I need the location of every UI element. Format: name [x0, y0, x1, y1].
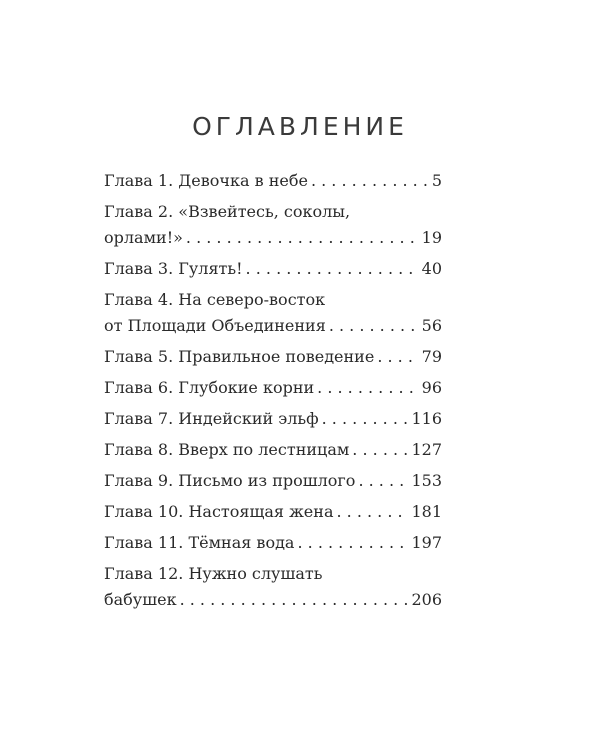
chapter-title: Глава 4. На северо-восток: [104, 290, 326, 309]
toc-entry-line: [104, 344, 442, 370]
dot-leader: [336, 499, 408, 525]
toc-entry: [104, 468, 442, 494]
chapter-title: орлами!»: [104, 228, 183, 247]
page-number: 96: [421, 378, 442, 397]
chapter-title: Глава 6. Глубокие корни: [104, 378, 315, 397]
toc-entry: [104, 499, 442, 525]
dot-leader: [246, 256, 419, 282]
chapter-title: Глава 8. Вверх по лестницам: [104, 440, 350, 459]
dot-leader: [352, 437, 408, 463]
toc-entry: [104, 530, 442, 556]
toc-entry-line: [104, 530, 442, 556]
chapter-title: Глава 7. Индейский эльф: [104, 409, 319, 428]
dot-leader: [377, 344, 418, 370]
toc-entry-line: [104, 313, 442, 339]
toc-entry: [104, 287, 442, 339]
toc-entry: [104, 168, 442, 194]
chapter-title: Глава 5. Правильное поведение: [104, 347, 375, 366]
chapter-title: Глава 11. Тёмная вода: [104, 533, 295, 552]
toc-entry: [104, 256, 442, 282]
toc-entry: [104, 437, 442, 463]
chapter-title: Глава 10. Настоящая жена: [104, 502, 334, 521]
chapter-title: Глава 9. Письмо из прошлого: [104, 471, 356, 490]
dot-leader: [180, 587, 409, 613]
page-number: 127: [411, 440, 442, 459]
dot-leader: [311, 168, 429, 194]
page-number: 5: [431, 171, 442, 190]
page-number: 79: [421, 347, 442, 366]
chapter-title: Глава 3. Гулять!: [104, 259, 243, 278]
toc-entry-line: [104, 225, 442, 251]
chapter-title: Глава 12. Нужно слушать: [104, 564, 323, 583]
chapter-title: Глава 1. Девочка в небе: [104, 171, 308, 190]
toc-entry: [104, 199, 442, 251]
toc-entry-line: [104, 587, 442, 613]
toc-entry-line: [104, 375, 442, 401]
toc-entry: [104, 406, 442, 432]
toc-entry-line: [104, 199, 442, 225]
page-number: 116: [411, 409, 442, 428]
page-number: 56: [421, 316, 442, 335]
dot-leader: [322, 406, 409, 432]
toc-entry: [104, 561, 442, 613]
toc-entry: [104, 344, 442, 370]
page-number: 40: [421, 259, 442, 278]
toc-entry-line: [104, 468, 442, 494]
page-number: 19: [421, 228, 442, 247]
toc-entry-line: [104, 406, 442, 432]
chapter-title: от Площади Объединения: [104, 316, 326, 335]
dot-leader: [358, 468, 408, 494]
dot-leader: [186, 225, 419, 251]
page-number: 197: [411, 533, 442, 552]
dot-leader: [297, 530, 408, 556]
toc-entry-line: [104, 561, 442, 587]
toc-entry-line: [104, 256, 442, 282]
toc-entry-line: [104, 437, 442, 463]
chapter-title: бабушек: [104, 590, 177, 609]
toc-entry-line: [104, 168, 442, 194]
page-number: 181: [411, 502, 442, 521]
toc-entry-line: [104, 287, 442, 313]
page-number: 206: [411, 590, 442, 609]
table-of-contents: [104, 168, 442, 618]
chapter-title: Глава 2. «Взвейтесь, соколы,: [104, 202, 351, 221]
dot-leader: [317, 375, 419, 401]
page-number: 153: [411, 471, 442, 490]
toc-title: ОГЛАВЛЕНИЕ: [192, 112, 408, 141]
toc-entry-line: [104, 499, 442, 525]
dot-leader: [329, 313, 419, 339]
toc-entry: [104, 375, 442, 401]
